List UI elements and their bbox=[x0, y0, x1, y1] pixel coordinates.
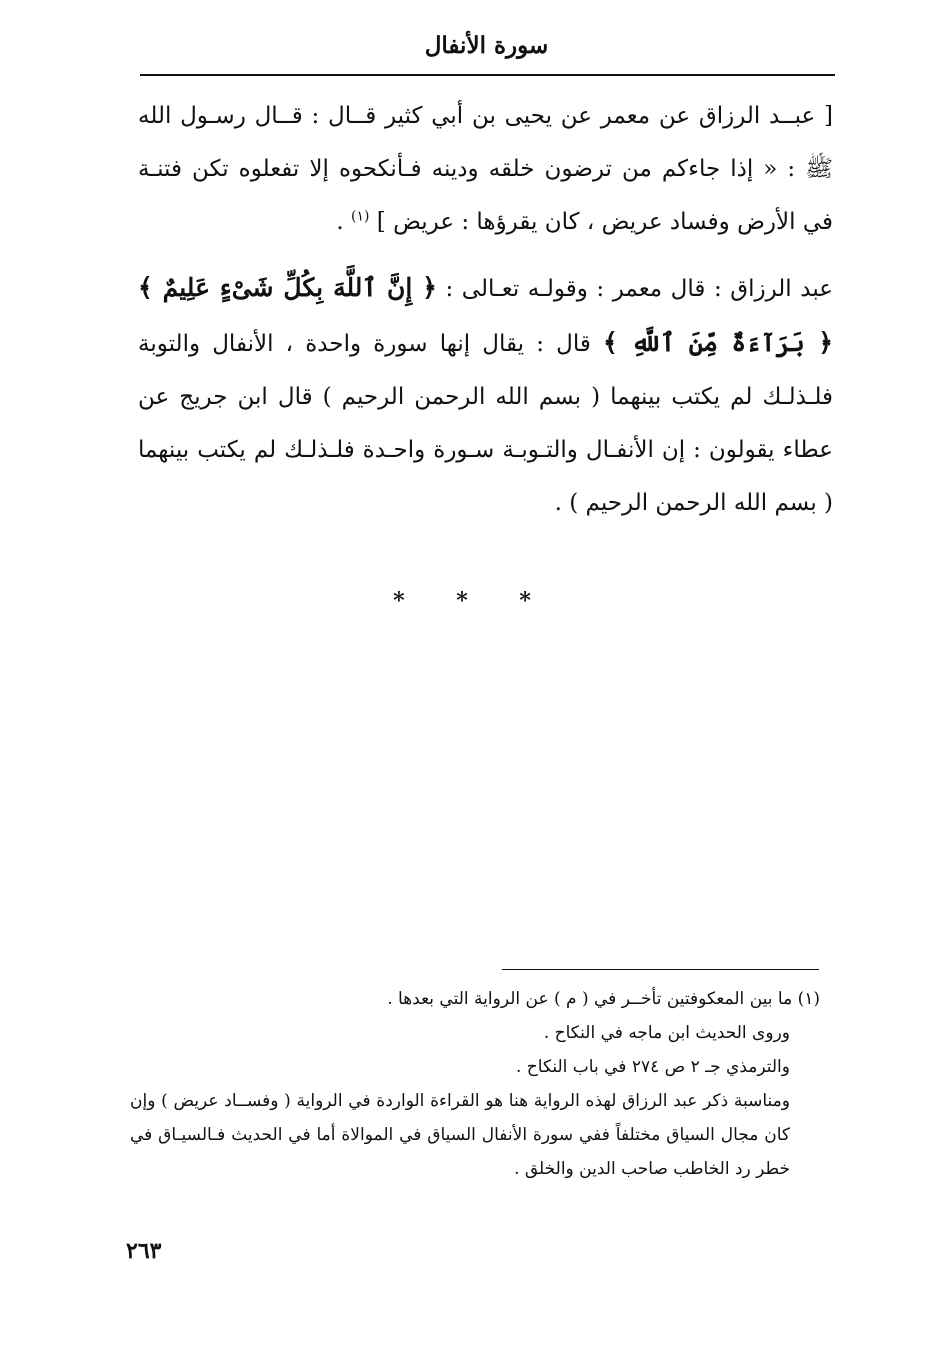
section-separator: * * * bbox=[393, 588, 553, 614]
footnote-line: ومناسبة ذكر عبد الرزاق لهذه الرواية هنا هو القراءة الواردة في الرواية ( وفســاد عريض ) وإن كان مجال السياق مختلفاً ففي سورة الأنفال السياق في الموالاة أما في الحديث فـالسيـاق في خطر رد الخاطب صاحب الدين والخلق . bbox=[130, 1091, 790, 1179]
main-text bbox=[138, 90, 833, 530]
footnote-line: (١) ما بين المعكوفتين تأخــر في ( م ) عن الرواية التي بعدها . bbox=[387, 989, 820, 1009]
paragraph-hadith-end: . bbox=[336, 209, 344, 235]
quran-verse-2: ﴿ بَرَآءَةٌ مِّنَ ٱللَّهِ ﴾ bbox=[603, 328, 834, 357]
running-head-title: سورة الأنفال bbox=[424, 32, 549, 59]
paragraph-hadith bbox=[138, 90, 833, 249]
quran-verse-1: ﴿ إِنَّ ٱللَّهَ بِكُلِّ شَىْءٍ عَلِيمٌ ﴾ bbox=[138, 273, 437, 302]
footnote-line: والترمذي جـ ٢ ص ٢٧٤ في باب النكاح . bbox=[516, 1057, 790, 1077]
paragraph-tafsir-rest: قال : يقال إنها سورة واحدة ، الأنفال والتوبة فلـذلـك لم يكتب بينهما ( بسم الله الرحمن الرحيم ) قال ابن جريج عن عطاء يقولون : إن الأنفـال والتـوبـة سـورة واحـدة فلـذلـك لم يكتب بينهما ( بسم الله الرحمن الرحيم ) . bbox=[138, 331, 833, 516]
footnotes bbox=[130, 982, 820, 1186]
paragraph-tafsir-start: عبد الرزاق : قال معمر : وقولـه تعـالى : bbox=[445, 276, 834, 302]
footnote-ref[interactable]: (١) bbox=[351, 208, 370, 225]
page-number: ٢٦٣ bbox=[126, 1238, 162, 1264]
footnote-rule bbox=[502, 969, 819, 970]
header-rule bbox=[140, 74, 835, 76]
paragraph-hadith-text: [ عبــد الرزاق عن معمر عن يحيى بن أبي كثير قــال : قــال رسـول الله ﷺ : « إذا جاءكم من ترضون خلقه ودينه فـأنكحوه إلا تفعلوه تكن فتنـة في الأرض وفساد عريض ، كان يقرؤها : عريض ] bbox=[138, 103, 833, 235]
footnote-line: وروى الحديث ابن ماجه في النكاح . bbox=[543, 1023, 790, 1043]
paragraph-tafsir bbox=[138, 261, 833, 530]
